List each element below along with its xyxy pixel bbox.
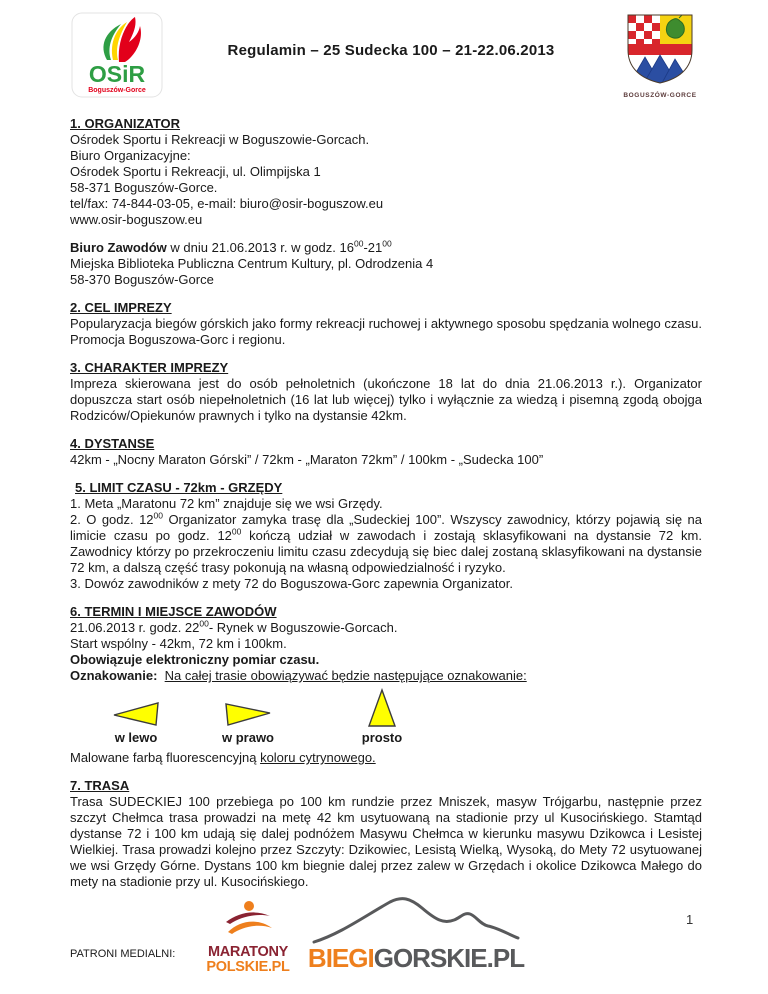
crest-shield-icon: [622, 12, 698, 86]
start-time-line: 21.06.2013 r. godz. $22^{00}-$ Rynek w Boguszowie-Gorcach.: [70, 618, 398, 635]
maratony-polskie-logo: [196, 900, 300, 975]
biegigorskie-text: BIEGIGORSKIE.PL: [307, 943, 525, 973]
marking-right: [200, 686, 296, 746]
media-patrons-label: PATRONI MEDIALNI:: [70, 948, 176, 960]
section-6-heading: 6. TERMIN I MIEJSCE ZAWODÓW: [70, 604, 277, 619]
race-office-label: Biuro Zawodów: [70, 240, 167, 255]
section-5-heading: 5. LIMIT CZASU - 72km - GRZĘDY: [75, 480, 283, 495]
organizer-website: www.osir-boguszow.eu: [70, 212, 203, 227]
superscript: 00: [199, 618, 209, 629]
organizer-line: Biuro Organizacyjne:: [70, 148, 191, 163]
race-office-paragraph: [70, 240, 702, 256]
arrow-right-label: w prawo: [221, 730, 274, 745]
section-7-paragraph: Trasa SUDECKIEJ 100 przebiega po 100 km rundzie przez Mniszek, masyw Trójgarbu, następnie przez szczyt Chełmca trasa prowadzi na metę 42 km usytuowaną na stadionie przy ul Kusocińskiego. Stamtąd dystanse 72 i 100 km udają się dalej podnóżem Masywu Chełmca w kierunku masywu Dzikowca i Lesistej Wielkiej. Trasa prowadzi kolejno przez Szczyty: Dzikowiec, Lesistą Wielką, Wysoką, do Mety 72 usytuowanej we wsi Grzędy Górne. Dystans 100 km biegnie dalej przez zalew w Grzędach i okolice Dzikowca Małego do mety na stadionie przy ul. Kusocińskiego.: [70, 794, 702, 889]
superscript: 00: [153, 510, 163, 521]
runner-icon: [222, 900, 274, 938]
race-office-address: Miejska Biblioteka Publiczna Centrum Kultury, pl. Odrodzenia 4: [70, 256, 434, 271]
arrow-left-label: w lewo: [114, 730, 158, 745]
section-3-heading: 3. CHARAKTER IMPREZY: [70, 360, 229, 375]
markings-note: Na całej trasie obowiązywać będzie następujące oznakowanie:: [164, 668, 527, 683]
section-3-paragraph: Impreza skierowana jest do osób pełnoletnich (ukończone 18 lat do dnia 21.06.2013 r.). Organizator dopuszcza start osób niepełnoletnich (16 lat lub więcej) tylko i wyłącznie za wiedzą i pisemną zgodą obojga Rodziców/Opiekunów prawnych i tylko na dystansie 42km.: [70, 376, 702, 423]
page-number: 1: [686, 912, 694, 927]
markings-line: [70, 668, 702, 684]
superscript: 00: [353, 238, 364, 249]
common-start-line: Start wspólny - 42km, 72 km i 100km.: [70, 636, 287, 651]
section-7-heading: 7. TRASA: [70, 778, 130, 793]
document-body: [70, 116, 702, 890]
markings-label: Oznakowanie:: [70, 668, 158, 683]
maratony-text-1: MARATONY: [207, 944, 289, 960]
mountains-icon: [310, 894, 522, 944]
osir-logo: [70, 12, 164, 103]
section-2-heading: 2. CEL IMPREZY: [70, 300, 172, 315]
page-header: [70, 12, 702, 108]
page-footer: [0, 892, 768, 994]
arrow-up-icon: [367, 688, 397, 728]
osir-flame-icon: [71, 12, 163, 98]
superscript: 00: [231, 526, 242, 537]
organizer-contact-line: tel/fax: 74-844-03-05, e-mail: biuro@osir-boguszow.eu: [70, 196, 384, 211]
time-limit-item-3: 3. Dowóz zawodników z mety 72 do Boguszowa-Gorc zapewnia Organizator.: [70, 576, 513, 591]
osir-caption: Boguszów-Gorce: [88, 87, 146, 94]
route-markings-row: [70, 686, 702, 750]
crest-caption: BOGUSZÓW-GORCE: [623, 92, 697, 99]
time-limit-item-2: 2. O godz. $12^{00}$ Organizator zamyka trasę dla „Sudeckiej 100”. Wszyscy zawodnicy, którzy pojawią się na limicie czasu po godz. $12^{00}$ kończą udział w zawodach i zostają sklasyfikowani na dystansie 72 km. Zawodnicy którzy po przekroczeniu limitu czasu zdecydują się biec dalej zostaną sklasyfikowani na dystansie 72 km, a dalszą część trasy pokonują na własną odpowiedzialność i ryzyko.: [70, 510, 702, 575]
paint-note: Malowane farbą fluorescencyjną koloru cytrynowego.: [70, 750, 376, 765]
svg-text:OSiR: OSiR: [88, 61, 146, 87]
organizer-line: Ośrodek Sportu i Rekreacji, ul. Olimpijska 1: [70, 164, 321, 179]
arrow-left-icon: [111, 700, 161, 728]
distances-line: 42km - „Nocny Maraton Górski” / 72km - „Maraton 72km” / 100km - „Sudecka 100”: [70, 452, 544, 467]
section-4-heading: 4. DYSTANSE: [70, 436, 155, 451]
arrow-right-icon: [223, 700, 273, 728]
arrow-up-label: prosto: [361, 730, 403, 745]
organizer-line: 58-371 Boguszów-Gorce.: [70, 180, 218, 195]
section-1-heading: 1. ORGANIZATOR: [70, 116, 181, 131]
race-office-city: 58-370 Boguszów-Gorce: [70, 272, 214, 287]
biegigorskie-logo: [306, 894, 526, 971]
superscript: 00: [382, 238, 392, 249]
section-2-paragraph: Popularyzacja biegów górskich jako formy rekreacji ruchowej i aktywnego sposobu spędzania wolnego czasu. Promocja Boguszowa-Gorc i regionu.: [70, 316, 702, 347]
time-limit-item-1: 1. Meta „Maratonu 72 km” znajduje się we wsi Grzędy.: [70, 496, 383, 511]
race-office-hours-2: -21: [363, 240, 383, 255]
maratony-text-2: POLSKIE.PL: [206, 959, 290, 975]
race-office-hours: w dniu 21.06.2013 r. w godz. 16: [166, 240, 354, 255]
timing-line: Obowiązuje elektroniczny pomiar czasu.: [70, 652, 320, 667]
page-title: Regulamin – 25 Sudecka 100 – 21-22.06.2013: [227, 42, 555, 59]
crest-logo: [618, 12, 702, 99]
marking-straight: [334, 686, 430, 746]
organizer-line: Ośrodek Sportu i Rekreacji w Boguszowie-Gorcach.: [70, 132, 370, 147]
marking-left: [88, 686, 184, 746]
